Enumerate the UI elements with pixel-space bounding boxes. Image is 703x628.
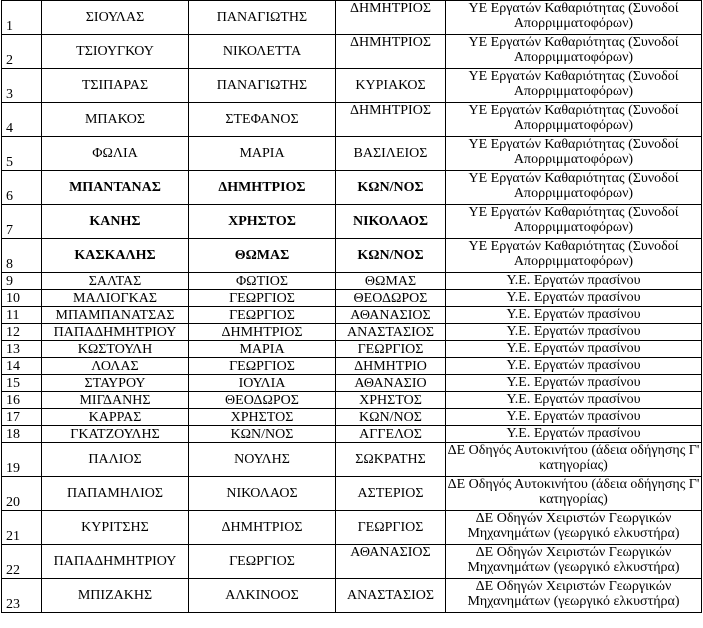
table-row <box>2 239 702 273</box>
first-name-cell: ΝΙΚΟΛΑΟΣ <box>189 477 336 511</box>
job-title-cell: Υ.Ε. Εργατών πρασίνου <box>446 307 702 324</box>
row-number-cell: 6 <box>2 171 42 205</box>
surname-cell: ΜΙΓΔΑΝΗΣ <box>42 392 189 409</box>
surname-cell: ΚΥΡΙΤΣΗΣ <box>42 511 189 545</box>
row-number-cell: 4 <box>2 103 42 137</box>
row-number-cell: 13 <box>2 341 42 358</box>
surname-cell: ΜΑΛΙΟΓΚΑΣ <box>42 290 189 307</box>
surname-cell: ΦΩΛΙΑ <box>42 137 189 171</box>
father-name-cell: ΑΣΤΕΡΙΟΣ <box>336 477 446 511</box>
row-number-cell: 9 <box>2 273 42 290</box>
job-title-cell: Υ.Ε. Εργατών πρασίνου <box>446 341 702 358</box>
surname-cell: ΣΤΑΥΡΟΥ <box>42 375 189 392</box>
first-name-cell: ΘΩΜΑΣ <box>189 239 336 273</box>
table-row <box>2 290 702 307</box>
row-number-cell: 15 <box>2 375 42 392</box>
job-title-cell: ΥΕ Εργατών Καθαριότητας (Συνοδοί Απορριμματοφόρων) <box>446 35 702 69</box>
first-name-cell: ΔΗΜΗΤΡΙΟΣ <box>189 324 336 341</box>
father-name-cell: ΚΩΝ/ΝΟΣ <box>336 171 446 205</box>
first-name-cell: ΦΩΤΙΟΣ <box>189 273 336 290</box>
father-name-cell: ΓΕΩΡΓΙΟΣ <box>336 341 446 358</box>
table-row <box>2 137 702 171</box>
table-row <box>2 443 702 477</box>
job-title-cell: ΥΕ Εργατών Καθαριότητας (Συνοδοί Απορριμματοφόρων) <box>446 1 702 35</box>
father-name-cell: ΚΩΝ/ΝΟΣ <box>336 409 446 426</box>
surname-cell: ΚΩΣΤΟΥΛΗ <box>42 341 189 358</box>
job-title-cell: ΥΕ Εργατών Καθαριότητας (Συνοδοί Απορριμματοφόρων) <box>446 137 702 171</box>
row-number-cell: 10 <box>2 290 42 307</box>
row-number-cell: 7 <box>2 205 42 239</box>
surname-cell: ΣΙΟΥΛΑΣ <box>42 1 189 35</box>
first-name-cell: ΧΡΗΣΤΟΣ <box>189 205 336 239</box>
table-row <box>2 358 702 375</box>
father-name-cell: ΑΓΓΕΛΟΣ <box>336 426 446 443</box>
row-number-cell: 17 <box>2 409 42 426</box>
first-name-cell: ΚΩΝ/ΝΟΣ <box>189 426 336 443</box>
father-name-cell: ΧΡΗΣΤΟΣ <box>336 392 446 409</box>
father-name-cell: ΑΘΑΝΑΣΙΟΣ <box>336 545 446 579</box>
father-name-cell: ΣΩΚΡΑΤΗΣ <box>336 443 446 477</box>
surname-cell: ΜΠΑΝΤΑΝΑΣ <box>42 171 189 205</box>
surname-cell: ΣΑΛΤΑΣ <box>42 273 189 290</box>
row-number-cell: 16 <box>2 392 42 409</box>
surname-cell: ΓΚΑΤΖΟΥΛΗΣ <box>42 426 189 443</box>
job-title-cell: ΔΕ Οδηγών Χειριστών Γεωργικών Μηχανημάτων (γεωργικό ελκυστήρα) <box>446 579 702 613</box>
surname-cell: ΜΠΑΚΟΣ <box>42 103 189 137</box>
first-name-cell: ΠΑΝΑΓΙΩΤΗΣ <box>189 69 336 103</box>
table-row <box>2 273 702 290</box>
staff-table-body <box>2 1 702 613</box>
first-name-cell: ΓΕΩΡΓΙΟΣ <box>189 290 336 307</box>
father-name-cell: ΑΘΑΝΑΣΙΟΣ <box>336 307 446 324</box>
table-row <box>2 409 702 426</box>
table-row <box>2 426 702 443</box>
job-title-cell: Υ.Ε. Εργατών πρασίνου <box>446 409 702 426</box>
job-title-cell: Υ.Ε. Εργατών πρασίνου <box>446 273 702 290</box>
row-number-cell: 11 <box>2 307 42 324</box>
table-row <box>2 35 702 69</box>
table-row <box>2 171 702 205</box>
job-title-cell: ΥΕ Εργατών Καθαριότητας (Συνοδοί Απορριμματοφόρων) <box>446 103 702 137</box>
father-name-cell: ΔΗΜΗΤΡΙΟΣ <box>336 103 446 137</box>
first-name-cell: ΜΑΡΙΑ <box>189 341 336 358</box>
job-title-cell: ΥΕ Εργατών Καθαριότητας (Συνοδοί Απορριμματοφόρων) <box>446 205 702 239</box>
father-name-cell: ΔΗΜΗΤΡΙΟΣ <box>336 35 446 69</box>
row-number-cell: 20 <box>2 477 42 511</box>
job-title-cell: Υ.Ε. Εργατών πρασίνου <box>446 324 702 341</box>
row-number-cell: 3 <box>2 69 42 103</box>
first-name-cell: ΠΑΝΑΓΙΩΤΗΣ <box>189 1 336 35</box>
first-name-cell: ΓΕΩΡΓΙΟΣ <box>189 307 336 324</box>
first-name-cell: ΔΗΜΗΤΡΙΟΣ <box>189 511 336 545</box>
father-name-cell: ΘΕΟΔΩΡΟΣ <box>336 290 446 307</box>
first-name-cell: ΜΑΡΙΑ <box>189 137 336 171</box>
table-row <box>2 324 702 341</box>
father-name-cell: ΚΩΝ/ΝΟΣ <box>336 239 446 273</box>
father-name-cell: ΒΑΣΙΛΕΙΟΣ <box>336 137 446 171</box>
job-title-cell: Υ.Ε. Εργατών πρασίνου <box>446 426 702 443</box>
father-name-cell: ΔΗΜΗΤΡΙΟ <box>336 358 446 375</box>
job-title-cell: ΔΕ Οδηγός Αυτοκινήτου (άδεια οδήγησης Γ' κατηγορίας) <box>446 477 702 511</box>
father-name-cell: ΝΙΚΟΛΑΟΣ <box>336 205 446 239</box>
first-name-cell: ΝΙΚΟΛΕΤΤΑ <box>189 35 336 69</box>
surname-cell: ΚΑΝΗΣ <box>42 205 189 239</box>
first-name-cell: ΝΟΥΛΗΣ <box>189 443 336 477</box>
job-title-cell: ΥΕ Εργατών Καθαριότητας (Συνοδοί Απορριμματοφόρων) <box>446 69 702 103</box>
first-name-cell: ΓΕΩΡΓΙΟΣ <box>189 358 336 375</box>
father-name-cell: ΑΘΑΝΑΣΙΟ <box>336 375 446 392</box>
job-title-cell: ΥΕ Εργατών Καθαριότητας (Συνοδοί Απορριμματοφόρων) <box>446 239 702 273</box>
first-name-cell: ΘΕΟΔΩΡΟΣ <box>189 392 336 409</box>
table-row <box>2 375 702 392</box>
job-title-cell: ΔΕ Οδηγός Αυτοκινήτου (άδεια οδήγησης Γ' κατηγορίας) <box>446 443 702 477</box>
job-title-cell: ΔΕ Οδηγών Χειριστών Γεωργικών Μηχανημάτων (γεωργικό ελκυστήρα) <box>446 511 702 545</box>
job-title-cell: ΔΕ Οδηγών Χειριστών Γεωργικών Μηχανημάτων (γεωργικό ελκυστήρα) <box>446 545 702 579</box>
staff-table <box>1 0 702 613</box>
row-number-cell: 21 <box>2 511 42 545</box>
surname-cell: ΠΑΠΑΔΗΜΗΤΡΙΟΥ <box>42 324 189 341</box>
first-name-cell: ΓΕΩΡΓΙΟΣ <box>189 545 336 579</box>
surname-cell: ΚΑΡΡΑΣ <box>42 409 189 426</box>
father-name-cell: ΑΝΑΣΤΑΣΙΟΣ <box>336 324 446 341</box>
father-name-cell: ΓΕΩΡΓΙΟΣ <box>336 511 446 545</box>
table-row <box>2 341 702 358</box>
row-number-cell: 8 <box>2 239 42 273</box>
table-row <box>2 579 702 613</box>
father-name-cell: ΑΝΑΣΤΑΣΙΟΣ <box>336 579 446 613</box>
job-title-cell: Υ.Ε. Εργατών πρασίνου <box>446 392 702 409</box>
table-row <box>2 1 702 35</box>
job-title-cell: ΥΕ Εργατών Καθαριότητας (Συνοδοί Απορριμματοφόρων) <box>446 171 702 205</box>
table-row <box>2 69 702 103</box>
first-name-cell: ΧΡΗΣΤΟΣ <box>189 409 336 426</box>
row-number-cell: 23 <box>2 579 42 613</box>
table-row <box>2 511 702 545</box>
surname-cell: ΠΑΠΑΔΗΜΗΤΡΙΟΥ <box>42 545 189 579</box>
first-name-cell: ΙΟΥΛΙΑ <box>189 375 336 392</box>
row-number-cell: 1 <box>2 1 42 35</box>
surname-cell: ΤΣΙΟΥΓΚΟΥ <box>42 35 189 69</box>
table-row <box>2 477 702 511</box>
surname-cell: ΠΑΛΙΟΣ <box>42 443 189 477</box>
job-title-cell: Υ.Ε. Εργατών πρασίνου <box>446 358 702 375</box>
table-row <box>2 205 702 239</box>
surname-cell: ΤΣΙΠΑΡΑΣ <box>42 69 189 103</box>
row-number-cell: 12 <box>2 324 42 341</box>
row-number-cell: 22 <box>2 545 42 579</box>
father-name-cell: ΚΥΡΙΑΚΟΣ <box>336 69 446 103</box>
first-name-cell: ΑΛΚΙΝΟΟΣ <box>189 579 336 613</box>
surname-cell: ΚΑΣΚΑΛΗΣ <box>42 239 189 273</box>
surname-cell: ΜΠΑΜΠΑΝΑΤΣΑΣ <box>42 307 189 324</box>
first-name-cell: ΣΤΕΦΑΝΟΣ <box>189 103 336 137</box>
row-number-cell: 18 <box>2 426 42 443</box>
table-row <box>2 307 702 324</box>
father-name-cell: ΘΩΜΑΣ <box>336 273 446 290</box>
row-number-cell: 19 <box>2 443 42 477</box>
surname-cell: ΜΠΙΖΑΚΗΣ <box>42 579 189 613</box>
table-row <box>2 392 702 409</box>
row-number-cell: 14 <box>2 358 42 375</box>
table-row <box>2 545 702 579</box>
row-number-cell: 5 <box>2 137 42 171</box>
first-name-cell: ΔΗΜΗΤΡΙΟΣ <box>189 171 336 205</box>
table-row <box>2 103 702 137</box>
job-title-cell: Υ.Ε. Εργατών πρασίνου <box>446 290 702 307</box>
father-name-cell: ΔΗΜΗΤΡΙΟΣ <box>336 1 446 35</box>
surname-cell: ΠΑΠΑΜΗΛΙΟΣ <box>42 477 189 511</box>
surname-cell: ΛΟΛΑΣ <box>42 358 189 375</box>
row-number-cell: 2 <box>2 35 42 69</box>
job-title-cell: Υ.Ε. Εργατών πρασίνου <box>446 375 702 392</box>
